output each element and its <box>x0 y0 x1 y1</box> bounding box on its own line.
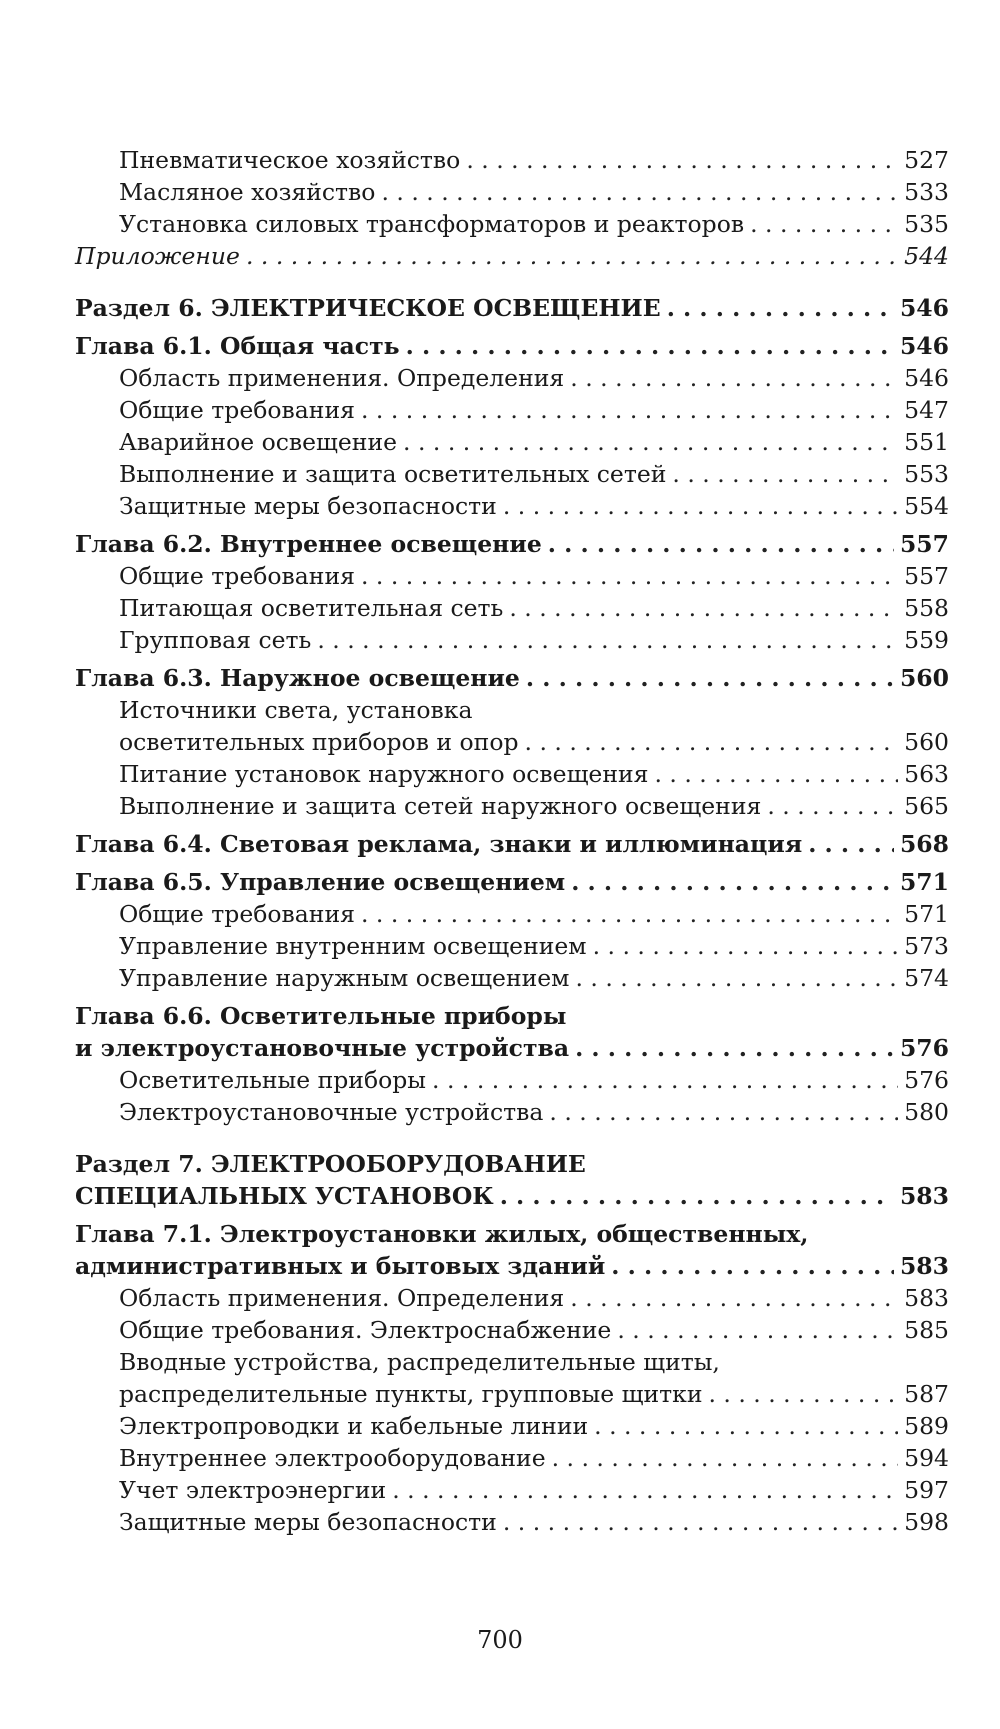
toc-section-7[interactable] <box>75 1180 949 1212</box>
chapter-title: Глава 6.2. Внутреннее освещение <box>75 530 542 558</box>
leader-dots <box>526 662 894 694</box>
toc-entry[interactable] <box>75 962 949 994</box>
entry-page: 597 <box>904 1476 949 1504</box>
entry-title: распределительные пункты, групповые щитки <box>119 1380 703 1408</box>
entry-title: Управление наружным освещением <box>119 964 570 992</box>
entry-title: Питающая осветительная сеть <box>119 594 504 622</box>
entry-title: Установка силовых трансформаторов и реакторов <box>119 210 745 238</box>
entry-title: Внутреннее электрооборудование <box>119 1444 546 1472</box>
toc-entry[interactable] <box>75 758 949 790</box>
entry-page: 594 <box>904 1444 949 1472</box>
toc-entry[interactable] <box>75 490 949 522</box>
chapter-title: Глава 6.3. Наружное освещение <box>75 664 520 692</box>
entry-page: 533 <box>904 178 949 206</box>
entry-title: Общие требования <box>119 900 355 928</box>
leader-dots <box>570 1282 898 1314</box>
toc-entry[interactable] <box>75 362 949 394</box>
entry-page: 563 <box>904 760 949 788</box>
section-title-line: Раздел 7. ЭЛЕКТРООБОРУДОВАНИЕ <box>75 1150 586 1178</box>
toc-chapter-6-5[interactable] <box>75 866 949 898</box>
toc-entry[interactable] <box>75 458 949 490</box>
leader-dots <box>708 1378 898 1410</box>
toc-entry[interactable] <box>75 1096 949 1128</box>
entry-title: Выполнение и защита осветительных сетей <box>119 460 667 488</box>
entry-page: 568 <box>899 830 949 858</box>
leader-dots <box>594 1410 898 1442</box>
toc-entry[interactable] <box>75 592 949 624</box>
toc-entry[interactable] <box>75 1442 949 1474</box>
leader-dots <box>767 790 898 822</box>
entry-page: 587 <box>904 1380 949 1408</box>
leader-dots <box>503 490 898 522</box>
toc-chapter-6-6[interactable] <box>75 1032 949 1064</box>
entry-page: 583 <box>899 1252 949 1280</box>
entry-title: Общие требования <box>119 396 355 424</box>
entry-title: Питание установок наружного освещения <box>119 760 649 788</box>
entry-title: Область применения. Определения <box>119 364 565 392</box>
entry-page: 576 <box>899 1034 949 1062</box>
leader-dots <box>403 426 898 458</box>
entry-page: 558 <box>904 594 949 622</box>
entry-page: 557 <box>899 530 949 558</box>
entry-page: 576 <box>904 1066 949 1094</box>
toc-entry[interactable] <box>75 560 949 592</box>
entry-title: Осветительные приборы <box>119 1066 427 1094</box>
entry-page: 580 <box>904 1098 949 1126</box>
chapter-title-line: Глава 6.6. Осветительные приборы <box>75 1002 567 1030</box>
entry-page: 554 <box>904 492 949 520</box>
entry-page: 583 <box>899 1182 949 1210</box>
entry-title: Учет электроэнергии <box>119 1476 387 1504</box>
toc-entry[interactable] <box>75 1282 949 1314</box>
leader-dots <box>361 898 898 930</box>
chapter-title: и электроустановочные устройства <box>75 1034 570 1062</box>
toc-entry[interactable] <box>75 1314 949 1346</box>
entry-title: Общие требования. Электроснабжение <box>119 1316 612 1344</box>
section-title: Раздел 6. ЭЛЕКТРИЧЕСКОЕ ОСВЕЩЕНИЕ <box>75 294 661 322</box>
entry-page: 571 <box>899 868 949 896</box>
leader-dots <box>667 292 894 324</box>
entry-page: 551 <box>904 428 949 456</box>
leader-dots <box>548 528 894 560</box>
leader-dots <box>808 828 894 860</box>
entry-page: 598 <box>904 1508 949 1536</box>
entry-title: Электропроводки и кабельные линии <box>119 1412 589 1440</box>
toc-entry[interactable] <box>75 208 949 240</box>
chapter-title: Глава 6.4. Световая реклама, знаки и иллюминация <box>75 830 803 858</box>
entry-page: 553 <box>904 460 949 488</box>
toc-entry[interactable] <box>75 790 949 822</box>
leader-dots <box>654 758 898 790</box>
leader-dots <box>361 560 898 592</box>
leader-dots <box>381 176 898 208</box>
entry-page: 560 <box>904 728 949 756</box>
entry-title: Приложение <box>75 242 240 270</box>
chapter-title-line: Глава 7.1. Электроустановки жилых, общественных, <box>75 1220 809 1248</box>
toc-chapter-6-1[interactable] <box>75 330 949 362</box>
leader-dots <box>552 1442 899 1474</box>
entry-page: 589 <box>904 1412 949 1440</box>
leader-dots <box>575 1032 894 1064</box>
leader-dots <box>432 1064 898 1096</box>
entry-title: осветительных приборов и опор <box>119 728 519 756</box>
entry-title: Область применения. Определения <box>119 1284 565 1312</box>
leader-dots <box>750 208 898 240</box>
entry-page: 560 <box>899 664 949 692</box>
chapter-title: Глава 6.1. Общая часть <box>75 332 400 360</box>
leader-dots <box>525 726 899 758</box>
entry-page: 583 <box>904 1284 949 1312</box>
toc-entry[interactable] <box>75 394 949 426</box>
entry-title: Защитные меры безопасности <box>119 492 497 520</box>
entry-title: Общие требования <box>119 562 355 590</box>
leader-dots <box>570 362 898 394</box>
entry-title: Масляное хозяйство <box>119 178 376 206</box>
toc-entry[interactable] <box>75 1410 949 1442</box>
toc-entry[interactable] <box>75 1378 949 1410</box>
toc-entry[interactable] <box>75 176 949 208</box>
entry-title: Защитные меры безопасности <box>119 1508 497 1536</box>
leader-dots <box>317 624 898 656</box>
entry-page: 571 <box>904 900 949 928</box>
toc-entry[interactable] <box>75 144 949 176</box>
toc-entry[interactable] <box>75 930 949 962</box>
toc-chapter-6-3[interactable] <box>75 662 949 694</box>
toc-entry[interactable] <box>75 426 949 458</box>
leader-dots <box>466 144 898 176</box>
leader-dots <box>500 1180 894 1212</box>
page-number: 700 <box>477 1626 523 1654</box>
leader-dots <box>617 1314 898 1346</box>
entry-page: 535 <box>904 210 949 238</box>
leader-dots <box>571 866 894 898</box>
leader-dots <box>361 394 898 426</box>
leader-dots <box>549 1096 898 1128</box>
chapter-title: Глава 6.5. Управление освещением <box>75 868 566 896</box>
entry-title: Пневматическое хозяйство <box>119 146 461 174</box>
entry-title: Электроустановочные устройства <box>119 1098 544 1126</box>
toc-entry[interactable] <box>75 1064 949 1096</box>
leader-dots <box>503 1506 898 1538</box>
entry-page: 573 <box>904 932 949 960</box>
leader-dots <box>672 458 898 490</box>
toc-appendix[interactable] <box>75 240 949 272</box>
entry-title: Выполнение и защита сетей наружного освещения <box>119 792 762 820</box>
leader-dots <box>392 1474 898 1506</box>
entry-page: 544 <box>904 242 949 270</box>
toc-chapter-6-2[interactable] <box>75 528 949 560</box>
leader-dots <box>611 1250 894 1282</box>
leader-dots <box>509 592 898 624</box>
chapter-title: административных и бытовых зданий <box>75 1252 606 1280</box>
entry-page: 527 <box>904 146 949 174</box>
toc-section-6[interactable] <box>75 292 949 324</box>
leader-dots <box>575 962 898 994</box>
leader-dots <box>246 240 898 272</box>
toc-entry[interactable] <box>75 1506 949 1538</box>
entry-title: Управление внутренним освещением <box>119 932 587 960</box>
toc-entry[interactable] <box>75 898 949 930</box>
entry-page: 565 <box>904 792 949 820</box>
leader-dots <box>406 330 894 362</box>
entry-page: 585 <box>904 1316 949 1344</box>
entry-page: 546 <box>899 294 949 322</box>
table-of-contents <box>75 144 949 1538</box>
toc-entry[interactable] <box>75 1474 949 1506</box>
entry-title: Групповая сеть <box>119 626 312 654</box>
section-title: СПЕЦИАЛЬНЫХ УСТАНОВОК <box>75 1182 494 1210</box>
entry-title: Аварийное освещение <box>119 428 398 456</box>
entry-page: 557 <box>904 562 949 590</box>
entry-page: 546 <box>904 364 949 392</box>
entry-page: 574 <box>904 964 949 992</box>
leader-dots <box>593 930 899 962</box>
toc-entry[interactable] <box>75 726 949 758</box>
entry-page: 559 <box>904 626 949 654</box>
toc-chapter-7-1[interactable] <box>75 1250 949 1282</box>
entry-page: 547 <box>904 396 949 424</box>
toc-chapter-6-4[interactable] <box>75 828 949 860</box>
toc-entry[interactable] <box>75 624 949 656</box>
entry-title-line: Вводные устройства, распределительные щиты, <box>119 1348 720 1376</box>
entry-page: 546 <box>899 332 949 360</box>
entry-title-line: Источники света, установка <box>119 696 473 724</box>
